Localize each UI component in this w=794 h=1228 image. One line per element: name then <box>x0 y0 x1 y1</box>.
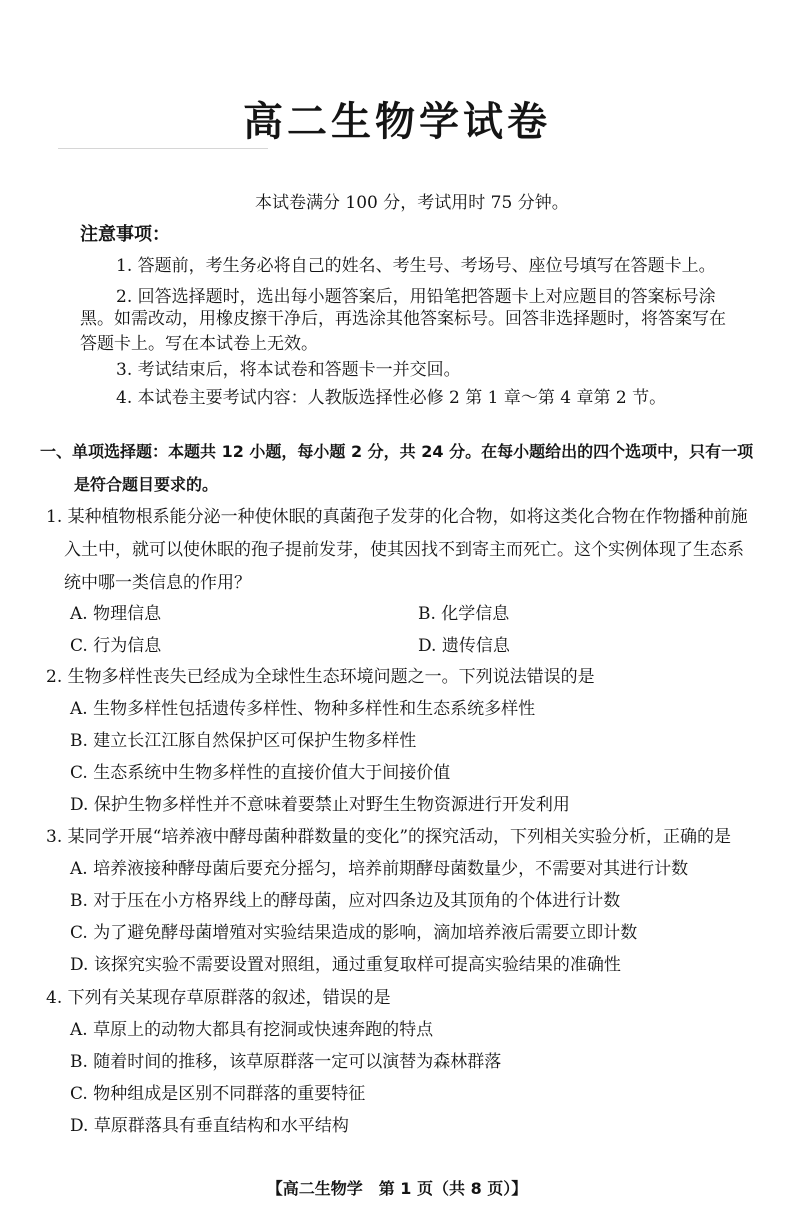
q2-option-d: D. 保护生物多样性并不意味着要禁止对野生生物资源进行开发利用 <box>70 795 570 815</box>
q3-option-c: C. 为了避免酵母菌增殖对实验结果造成的影响，滴加培养液后需要立即计数 <box>70 923 638 943</box>
q1-option-c: C. 行为信息 <box>70 636 162 656</box>
q1-stem-cont2: 统中哪一类信息的作用？ <box>64 573 251 593</box>
q3-option-b: B. 对于压在小方格界线上的酵母菌，应对四条边及其顶角的个体进行计数 <box>70 891 621 911</box>
q4-option-a: A. 草原上的动物大都具有挖洞或快速奔跑的特点 <box>70 1020 434 1040</box>
q4-option-b: B. 随着时间的推移，该草原群落一定可以演替为森林群落 <box>70 1052 502 1072</box>
page-footer: 【高二生物学 第 1 页（共 8 页）】 <box>266 1179 528 1198</box>
exam-info: 本试卷满分 100 分，考试用时 75 分钟。 <box>255 193 569 213</box>
q1-stem: 1. 某种植物根系能分泌一种使休眠的真菌孢子发芽的化合物，如将这类化合物在作物播种前施 <box>46 507 748 527</box>
q4-option-c: C. 物种组成是区别不同群落的重要特征 <box>70 1084 366 1104</box>
q3-stem: 3. 某同学开展“培养液中酵母菌种群数量的变化”的探究活动，下列相关实验分析，正确的是 <box>46 827 732 847</box>
q3-option-d: D. 该探究实验不需要设置对照组，通过重复取样可提高实验结果的准确性 <box>70 955 621 975</box>
section-heading-cont: 是符合题目要求的。 <box>74 475 219 494</box>
q2-option-a: A. 生物多样性包括遗传多样性、物种多样性和生态系统多样性 <box>70 699 536 719</box>
q3-option-a: A. 培养液接种酵母菌后要充分摇匀，培养前期酵母菌数量少，不需要对其进行计数 <box>70 859 689 879</box>
note-item-1: 1. 答题前，考生务必将自己的姓名、考生号、考场号、座位号填写在答题卡上。 <box>116 256 716 276</box>
q2-option-b: B. 建立长江江豚自然保护区可保护生物多样性 <box>70 731 417 751</box>
q4-option-d: D. 草原群落具有垂直结构和水平结构 <box>70 1116 349 1136</box>
q1-option-b: B. 化学信息 <box>418 604 510 624</box>
note-item-2-cont: 黑。如需改动，用橡皮擦干净后，再选涂其他答案标号。回答非选择题时，将答案写在 <box>80 309 726 329</box>
exam-title: 高二生物学试卷 <box>243 99 551 145</box>
q1-option-d: D. 遗传信息 <box>418 636 510 656</box>
q1-stem-cont: 入土中，就可以使休眠的孢子提前发芽，使其因找不到寄主而死亡。这个实例体现了生态系 <box>64 540 744 560</box>
notes-heading: 注意事项： <box>80 224 170 245</box>
note-item-2-cont2: 答题卡上。写在本试卷上无效。 <box>80 334 318 354</box>
q2-option-c: C. 生态系统中生物多样性的直接价值大于间接价值 <box>70 763 451 783</box>
q4-stem: 4. 下列有关某现存草原群落的叙述，错误的是 <box>46 988 391 1008</box>
note-item-2: 2. 回答选择题时，选出每小题答案后，用铅笔把答题卡上对应题目的答案标号涂 <box>116 287 716 307</box>
title-divider <box>58 148 268 149</box>
q2-stem: 2. 生物多样性丧失已经成为全球性生态环境问题之一。下列说法错误的是 <box>46 667 595 687</box>
q1-option-a: A. 物理信息 <box>70 604 162 624</box>
note-item-4: 4. 本试卷主要考试内容：人教版选择性必修 2 第 1 章～第 4 章第 2 节。 <box>116 388 667 408</box>
section-heading: 一、单项选择题：本题共 12 小题，每小题 2 分，共 24 分。在每小题给出的四个选项中，只有一项 <box>40 442 754 461</box>
note-item-3: 3. 考试结束后，将本试卷和答题卡一并交回。 <box>116 360 461 380</box>
